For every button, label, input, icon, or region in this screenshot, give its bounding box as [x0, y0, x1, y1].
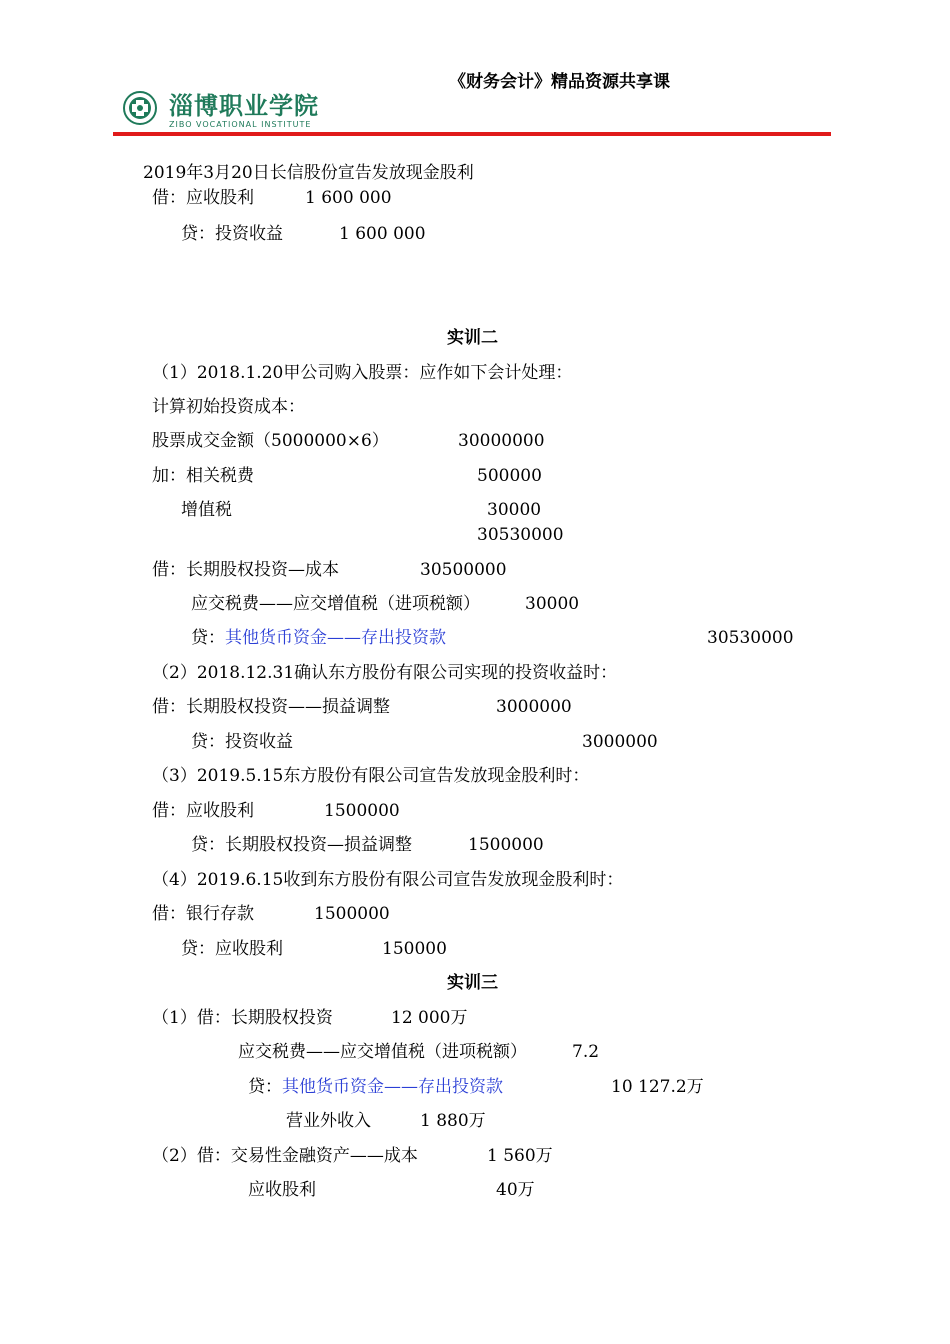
- s2-calc-heading: 计算初始投资成本：: [152, 397, 305, 417]
- entry-debit-label: 借：应收股利: [152, 188, 254, 208]
- s2-cr-account-link[interactable]: 其他货币资金——存出投资款: [225, 628, 446, 648]
- entry-credit-label: 贷：投资收益: [181, 224, 283, 244]
- s3-cr-account-link[interactable]: 其他货币资金——存出投资款: [282, 1077, 503, 1097]
- s2-cr-line: [191, 627, 446, 649]
- s2-item2-dr-amount: 3000000: [496, 697, 572, 717]
- s3-item1-cr-amount: 10 127.2万: [611, 1077, 704, 1097]
- s2-stock-amount: 30000000: [458, 431, 545, 451]
- section-title-2: 实训二: [447, 328, 498, 348]
- s2-cr-prefix: 贷：: [191, 628, 225, 648]
- s3-item2-dr-label: （2）借：交易性金融资产——成本: [152, 1146, 418, 1166]
- s2-item4-dr-label: 借：银行存款: [152, 904, 254, 924]
- s2-item2-heading: （2）2018.12.31确认东方股份有限公司实现的投资收益时：: [152, 663, 618, 683]
- section-title-3: 实训三: [447, 973, 498, 993]
- s3-cr-prefix: 贷：: [248, 1077, 282, 1097]
- s3-item1-dr-label: （1）借：长期股权投资: [152, 1008, 333, 1028]
- s2-vat-amount: 30000: [487, 500, 542, 520]
- s2-item3-cr-amount: 1500000: [468, 835, 544, 855]
- s2-vat-label: 增值税: [181, 500, 232, 520]
- s2-dr1-amount: 30500000: [420, 560, 507, 580]
- s2-total-amount: 30530000: [477, 525, 564, 545]
- s2-dr2-label: 应交税费——应交增值税（进项税额）: [191, 594, 480, 614]
- s2-cr-amount: 30530000: [707, 628, 794, 648]
- s2-item2-cr-label: 贷：投资收益: [191, 732, 293, 752]
- school-logo: [113, 84, 329, 133]
- s2-item2-dr-label: 借：长期股权投资——损益调整: [152, 697, 390, 717]
- dividend-declared-date: 2019年3月20日长信股份宣告发放现金股利: [143, 163, 474, 183]
- s2-item2-cr-amount: 3000000: [582, 732, 658, 752]
- s2-item3-cr-label: 贷：长期股权投资—损益调整: [191, 835, 412, 855]
- entry-debit-amount: 1 600 000: [305, 188, 392, 208]
- s2-item4-dr-amount: 1500000: [314, 904, 390, 924]
- s2-tax-label: 加：相关税费: [152, 466, 254, 486]
- s3-item1-dr2-amount: 7.2: [572, 1042, 600, 1062]
- s2-stock-label: 股票成交金额（5000000×6）: [152, 431, 389, 451]
- s3-item2-dr-amount: 1 560万: [487, 1146, 553, 1166]
- s2-item1-heading: （1）2018.1.20甲公司购入股票：应作如下会计处理：: [152, 363, 573, 383]
- s2-item4-cr-amount: 150000: [382, 939, 447, 959]
- emblem-icon: [123, 91, 157, 125]
- s3-item1-dr2-label: 应交税费——应交增值税（进项税额）: [238, 1042, 527, 1062]
- logo-school-name: 淄博职业学院: [169, 91, 319, 120]
- s2-tax-amount: 500000: [477, 466, 542, 486]
- s2-dr2-amount: 30000: [525, 594, 580, 614]
- s3-item2-dr2-amount: 40万: [496, 1180, 535, 1200]
- s3-item1-cr2-label: 营业外收入: [286, 1111, 371, 1131]
- s3-item1-cr-line: [248, 1076, 503, 1098]
- logo-subtitle: ZIBO VOCATIONAL INSTITUTE: [169, 120, 312, 129]
- s2-item3-dr-amount: 1500000: [324, 801, 400, 821]
- s3-item1-dr-amount: 12 000万: [391, 1008, 468, 1028]
- s2-item4-heading: （4）2019.6.15收到东方股份有限公司宣告发放现金股利时：: [152, 870, 624, 890]
- s2-dr1-label: 借：长期股权投资—成本: [152, 560, 339, 580]
- s2-item4-cr-label: 贷：应收股利: [181, 939, 283, 959]
- s3-item1-cr2-amount: 1 880万: [420, 1111, 486, 1131]
- s3-item2-dr2-label: 应收股利: [248, 1180, 316, 1200]
- course-title: 《财务会计》精品资源共享课: [449, 72, 670, 92]
- header-divider: [113, 132, 831, 136]
- s2-item3-dr-label: 借：应收股利: [152, 801, 254, 821]
- entry-credit-amount: 1 600 000: [339, 224, 426, 244]
- s2-item3-heading: （3）2019.5.15东方股份有限公司宣告发放现金股利时：: [152, 766, 590, 786]
